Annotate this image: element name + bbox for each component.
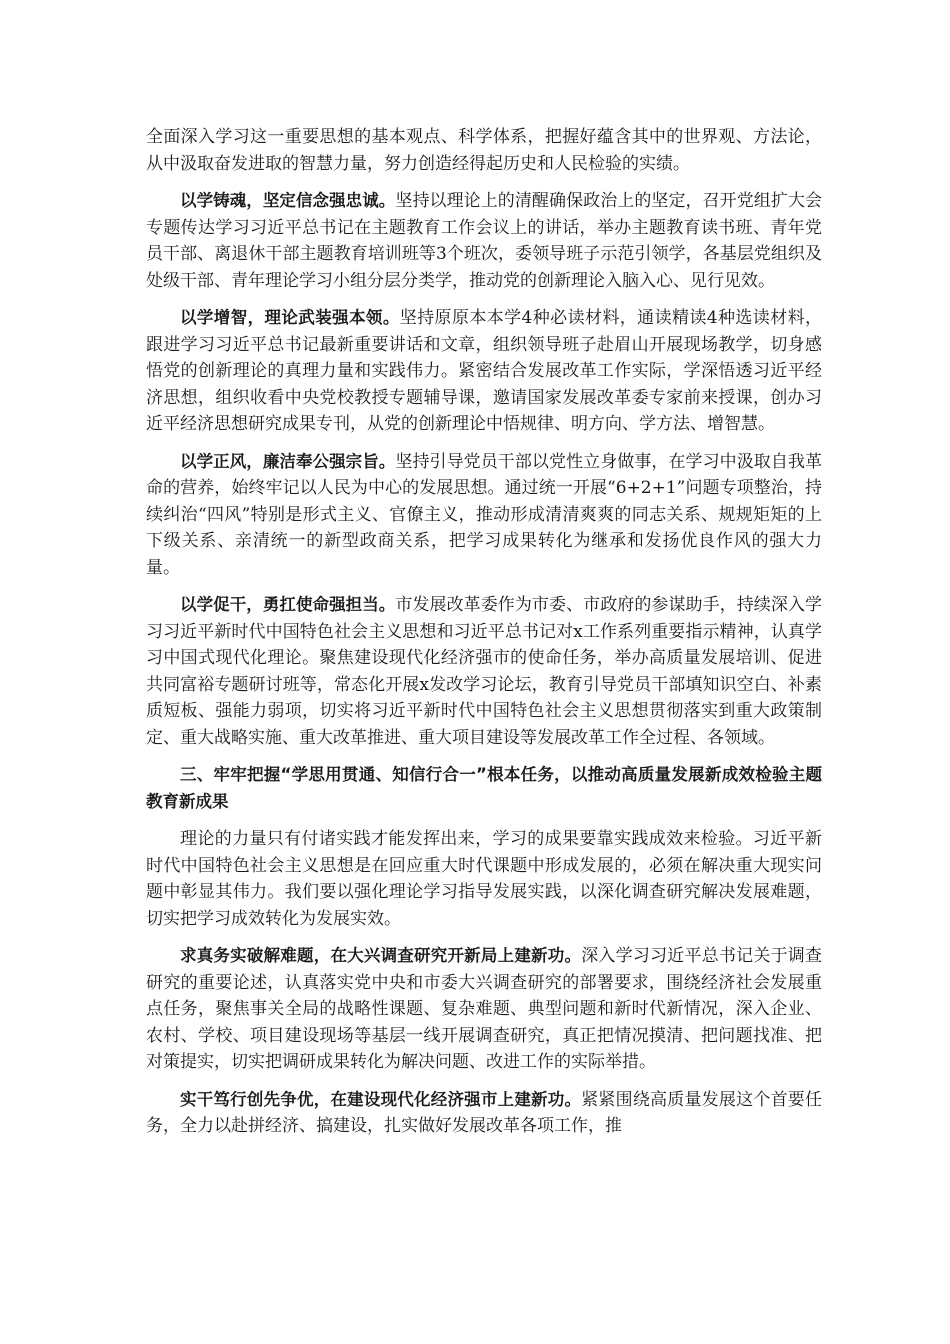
section-heading: 三、牢牢把握“学思用贯通、知信行合一”根本任务，以推动高质量发展新成效检验主题教育新成果 <box>146 765 822 811</box>
paragraph-text: 深入学习习近平总书记关于调查研究的重要论述，认真落实党中央和市委大兴调查研究的部署要求，围绕经济社会发展重点任务，聚焦事关全局的战略性课题、复杂难题、典型问题和新时代新情况，深入企业、农村、学校、项目建设现场等基层一线开展调查研究，真正把情况摸清、把问题找准、把对策提实，切实把调研成果转化为解决问题、改进工作的实际举措。 <box>146 946 823 1072</box>
paragraph-text: 紧紧围绕高质量发展这个首要任务，全力以赴拼经济、搞建设，扎实做好发展改革各项工作，推 <box>146 1089 823 1136</box>
paragraph-action <box>146 592 822 751</box>
paragraph-text: 全面深入学习这一重要思想的基本观点、科学体系，把握好蕴含其中的世界观、方法论，从中汲取奋发进取的智慧力量，努力创造经得起历史和人民检验的实绩。 <box>146 127 822 174</box>
paragraph-text: 理论的力量只有付诸实践才能发挥出来，学习的成果要靠实践成效来检验。习近平新时代中国特色社会主义思想是在回应重大时代课题中形成发展的，必须在解决重大现实问题中彰显其伟力。我们要以强化理论学习指导发展实践，以深化调查研究解决发展难题，切实把学习成效转化为发展实效。 <box>146 829 822 929</box>
paragraph-soul <box>146 188 822 294</box>
paragraph-lead: 实干笃行创先争优，在建设现代化经济强市上建新功。 <box>180 1089 582 1109</box>
paragraph-text: 坚持以理论上的清醒确保政治上的坚定，召开党组扩大会专题传达学习习近平总书记在主题教育工作会议上的讲话，举办主题教育读书班、青年党员干部、离退休干部主题教育培训班等3个班次，委领导班子示范引领学，各基层党组织及处级干部、青年理论学习小组分层分类学，推动党的创新理论入脑入心、见行见效。 <box>146 191 823 291</box>
paragraph-research <box>146 943 822 1076</box>
paragraph-lead: 求真务实破解难题，在大兴调查研究开新局上建新功。 <box>180 946 582 965</box>
paragraph-lead: 以学铸魂，坚定信念强忠诚。 <box>180 191 396 210</box>
paragraph-text: 坚持原原本本学4种必读材料，通读精读4种选读材料，跟进学习习近平总书记最新重要讲话和文章，组织领导班子赴眉山开展现场教学，切身感悟党的创新理论的真理力量和实践伟力。紧密结合发展改革工作实际，学深悟透习近平经济思想，组织收看中央党校教授专题辅导课，邀请国家发展改革委专家前来授课，创办习近平经济思想研究成果专刊，从党的创新理论中悟规律、明方向、学方法、增智慧。 <box>146 308 823 434</box>
paragraph-intro <box>146 124 822 177</box>
paragraph-excellence <box>146 1087 822 1140</box>
paragraph-theory-practice <box>146 826 822 932</box>
paragraph-text: 坚持引导党员干部以党性立身做事，在学习中汲取自我革命的营养，始终牢记以人民为中心的发展思想。通过统一开展“6+2+1”问题专项整治，持续纠治“四风”特别是形式主义、官僚主义，推动形成清清爽爽的同志关系、规规矩矩的上下级关系、亲清统一的新型政商关系，把学习成果转化为继承和发扬优良作风的强大力量。 <box>146 451 823 578</box>
document-body <box>146 124 822 1151</box>
paragraph-wisdom <box>146 305 822 438</box>
paragraph-lead: 以学增智，理论武装强本领。 <box>180 308 400 327</box>
paragraph-text: 市发展改革委作为市委、市政府的参谋助手，持续深入学习习近平新时代中国特色社会主义思想和习近平总书记对x工作系列重要指示精神，认真学习中国式现代化理论。聚焦建设现代化经济强市的使命任务，举办高质量发展培训、促进共同富裕专题研讨班等，常态化开展x发改学习论坛，教育引导党员干部填知识空白、补素质短板、强能力弱项，切实将习近平新时代中国特色社会主义思想贯彻落实到重大政策制定、重大战略实施、重大改革推进、重大项目建设等发展改革工作全过程、各领域。 <box>146 595 823 748</box>
paragraph-lead: 以学促干，勇扛使命强担当。 <box>180 595 396 614</box>
paragraph-style <box>146 449 822 582</box>
paragraph-lead: 以学正风，廉洁奉公强宗旨。 <box>180 451 396 471</box>
